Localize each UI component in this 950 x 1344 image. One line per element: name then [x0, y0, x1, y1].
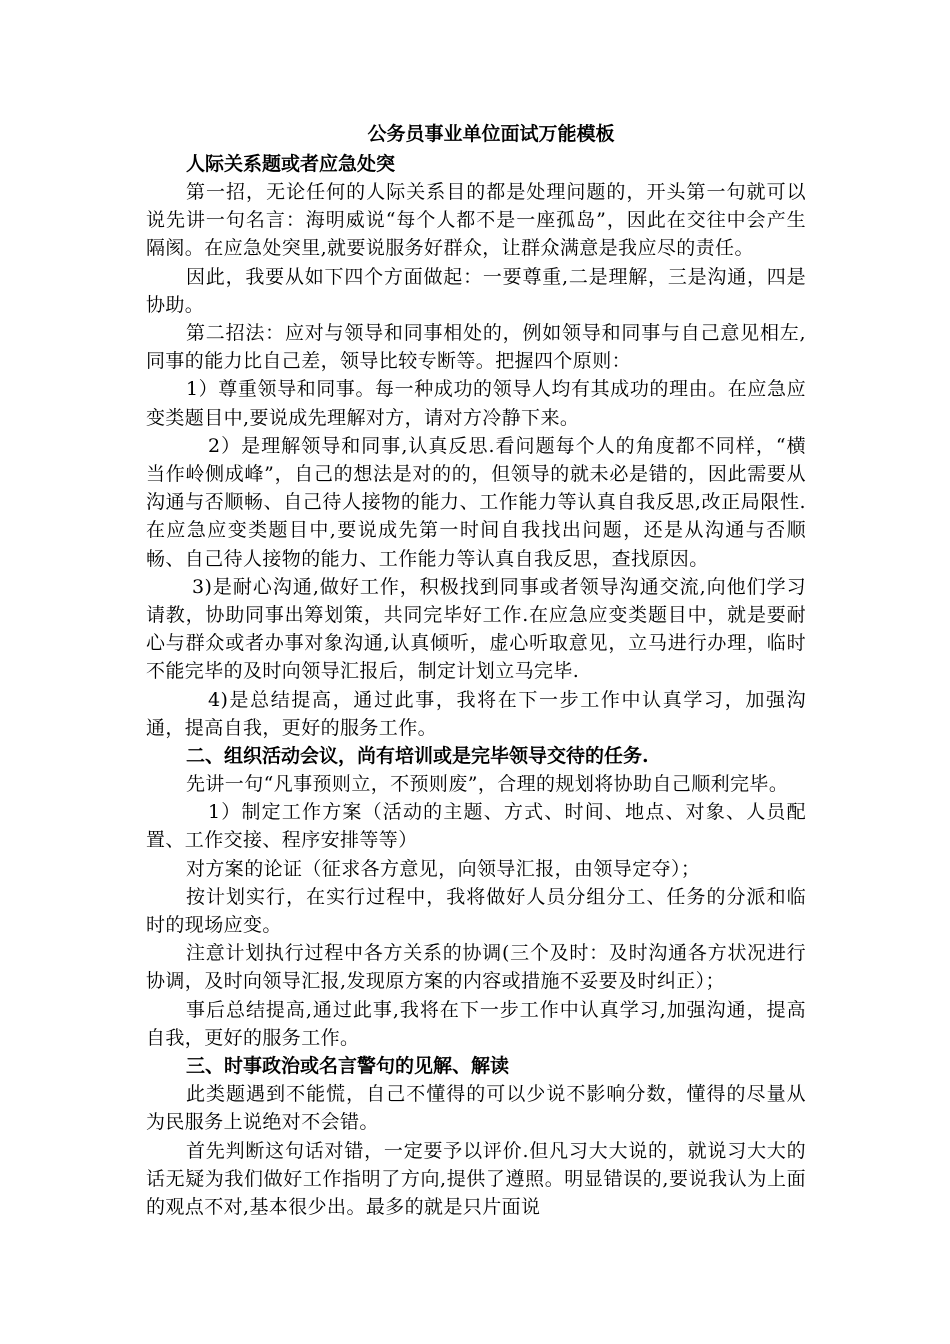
document-body: [146, 120, 806, 1221]
document-title: 公务员事业单位面试万能模板: [367, 123, 615, 145]
paragraph: 1）制定工作方案（活动的主题、方式、时间、地点、对象、人员配置、工作交接、程序安排等等）: [146, 801, 806, 852]
paragraph: 1）尊重领导和同事。每一种成功的领导人均有其成功的理由。在应急应变类题目中,要说成先理解对方，请对方冷静下来。: [146, 378, 806, 429]
paragraph: 首先判断这句话对错，一定要予以评价.但凡习大大说的，就说习大大的话无疑为我们做好工作指明了方向,提供了遵照。明显错误的,要说我认为上面的观点不对,基本很少出。最多的就是只片面说: [146, 1139, 806, 1218]
paragraph: 先讲一句“凡事预则立，不预则废”，合理的规划将协助自己顺利完毕。: [186, 773, 789, 796]
section-heading: 三、时事政治或名言警句的见解、解读: [186, 1055, 510, 1078]
paragraph: 因此，我要从如下四个方面做起：一要尊重,二是理解，三是沟通，四是协助。: [146, 265, 806, 316]
paragraph: 对方案的论证（征求各方意见，向领导汇报，由领导定夺）；: [186, 857, 701, 880]
paragraph: 第一招，无论任何的人际关系目的都是处理问题的，开头第一句就可以说先讲一句名言：海明威说“每个人都不是一座孤岛”，因此在交往中会产生隔阂。在应急处突里,就要说服务好群众，让群众满意是我应尽的责任。: [146, 181, 806, 260]
paragraph: 此类题遇到不能慌，自己不懂得的可以少说不影响分数，懂得的尽量从为民服务上说绝对不会错。: [146, 1083, 806, 1134]
paragraph: 按计划实行，在实行过程中，我将做好人员分组分工、任务的分派和临时的现场应变。: [146, 885, 806, 937]
paragraph: 3)是耐心沟通,做好工作，积极找到同事或者领导沟通交流,向他们学习请教，协助同事出筹划策，共同完毕好工作.在应急应变类题目中，就是要耐心与群众或者办事对象沟通,认真倾听，虚心听取意见，立马进行办理，临时不能完毕的及时向领导汇报后，制定计划立马完毕.: [146, 575, 806, 683]
paragraph: 注意计划执行过程中各方关系的协调(三个及时：及时沟通各方状况进行协调，及时向领导汇报,发现原方案的内容或措施不妥要及时纠正）；: [146, 942, 806, 993]
section-heading: 人际关系题或者应急处突: [186, 153, 396, 175]
paragraph: 4)是总结提高，通过此事，我将在下一步工作中认真学习，加强沟通，提高自我，更好的服务工作。: [146, 688, 806, 739]
paragraph: 事后总结提高,通过此事,我将在下一步工作中认真学习,加强沟通，提高自我，更好的服务工作。: [146, 998, 806, 1049]
paragraph: 第二招法：应对与领导和同事相处的，例如领导和同事与自己意见相左,同事的能力比自己差，领导比较专断等。把握四个原则：: [146, 322, 806, 373]
section-heading: 二、组织活动会议，尚有培训或是完毕领导交待的任务.: [186, 745, 649, 768]
paragraph: 2）是理解领导和同事,认真反思.看问题每个人的角度都不同样，“横当作岭侧成峰”，自己的想法是对的的，但领导的就未必是错的，因此需要从沟通与否顺畅、自己待人接物的能力、工作能力等认真自我反思,改正局限性.在应急应变类题目中,要说成先第一时间自我找出问题，还是从沟通与否顺畅、自己待人接物的能力、工作能力等认真自我反思，查找原因。: [146, 434, 806, 570]
